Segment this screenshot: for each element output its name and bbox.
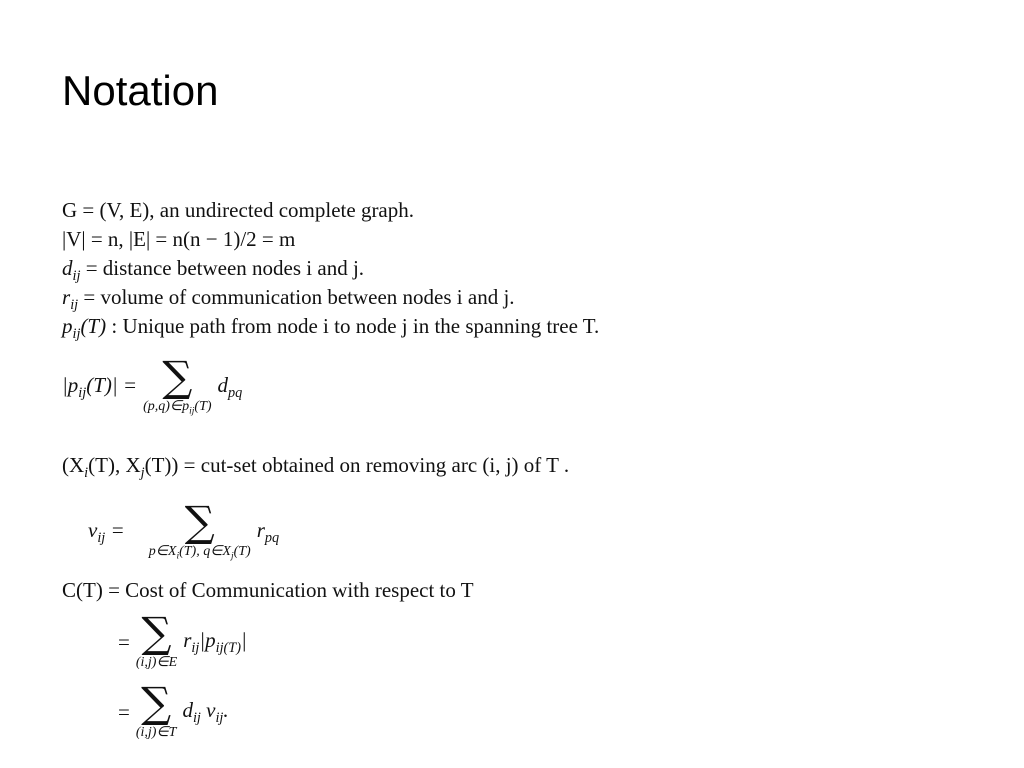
sigma-symbol: ∑ [184, 497, 215, 546]
cost-equation-2 [118, 678, 229, 741]
volume-definition [62, 287, 515, 312]
slide-title: Notation [62, 67, 219, 114]
path-length-lhs: $|p_{ij}(T)|$ = [62, 372, 138, 401]
graph-size-text: |V| = n, |E| = n(n − 1)/2 = m [62, 227, 296, 251]
graph-size-definition [62, 229, 295, 250]
summation-limits: (i,j)∈E [135, 654, 178, 670]
path-length-formula [62, 352, 243, 417]
cost-equation-1 [118, 608, 247, 671]
distance-definition [62, 258, 364, 283]
graph-definition: G = (V, E), an undirected complete graph. [62, 198, 415, 222]
sigma-symbol: ∑ [141, 678, 172, 727]
path-text: : Unique path from node i to node j in the spanning tree T. [111, 314, 600, 338]
cost-eq1-term: $r_{ij}|p_{ij(T)}|$ [183, 627, 247, 656]
distance-symbol: $d_{ij}$ [62, 256, 81, 284]
volume-symbol: $r_{ij}$ [62, 285, 79, 313]
summation-limits: $p\in X_i(T)$, $q\in X_j(T)$ [148, 543, 251, 562]
equals-sign: = [118, 629, 130, 654]
cost-eq2-term: $d_{ij}$ $v_{ij}$. [182, 697, 229, 726]
cost-definition: C(T) = Cost of Communication with respect to T [62, 578, 474, 602]
equals-sign: = [118, 699, 130, 724]
vij-lhs: $v_{ij}$ = [88, 517, 125, 546]
distance-text: = distance between nodes i and j. [85, 256, 365, 280]
sigma-symbol: ∑ [162, 352, 193, 401]
volume-text: = volume of communication between nodes i and j. [83, 285, 515, 309]
path-definition [62, 316, 599, 341]
summation [148, 497, 251, 562]
summation [143, 352, 212, 417]
summation-limits: $(p,q)\in p_{ij}(T)$ [143, 398, 212, 417]
cutset-definition: ($X_i(T)$, $X_j(T)) = cut-set$ obtained on removing arc (i, j) of T . [62, 453, 570, 481]
path-length-term: $d_{pq}$ [217, 372, 243, 401]
summation [135, 608, 178, 671]
summation-limits: (i,j)∈T [135, 724, 177, 740]
vij-formula [88, 497, 280, 562]
path-symbol: $p_{ij}(T)$ [62, 314, 107, 342]
vij-term: $r_{pq}$ [256, 517, 280, 546]
sigma-symbol: ∑ [141, 608, 172, 657]
summation [135, 678, 177, 741]
